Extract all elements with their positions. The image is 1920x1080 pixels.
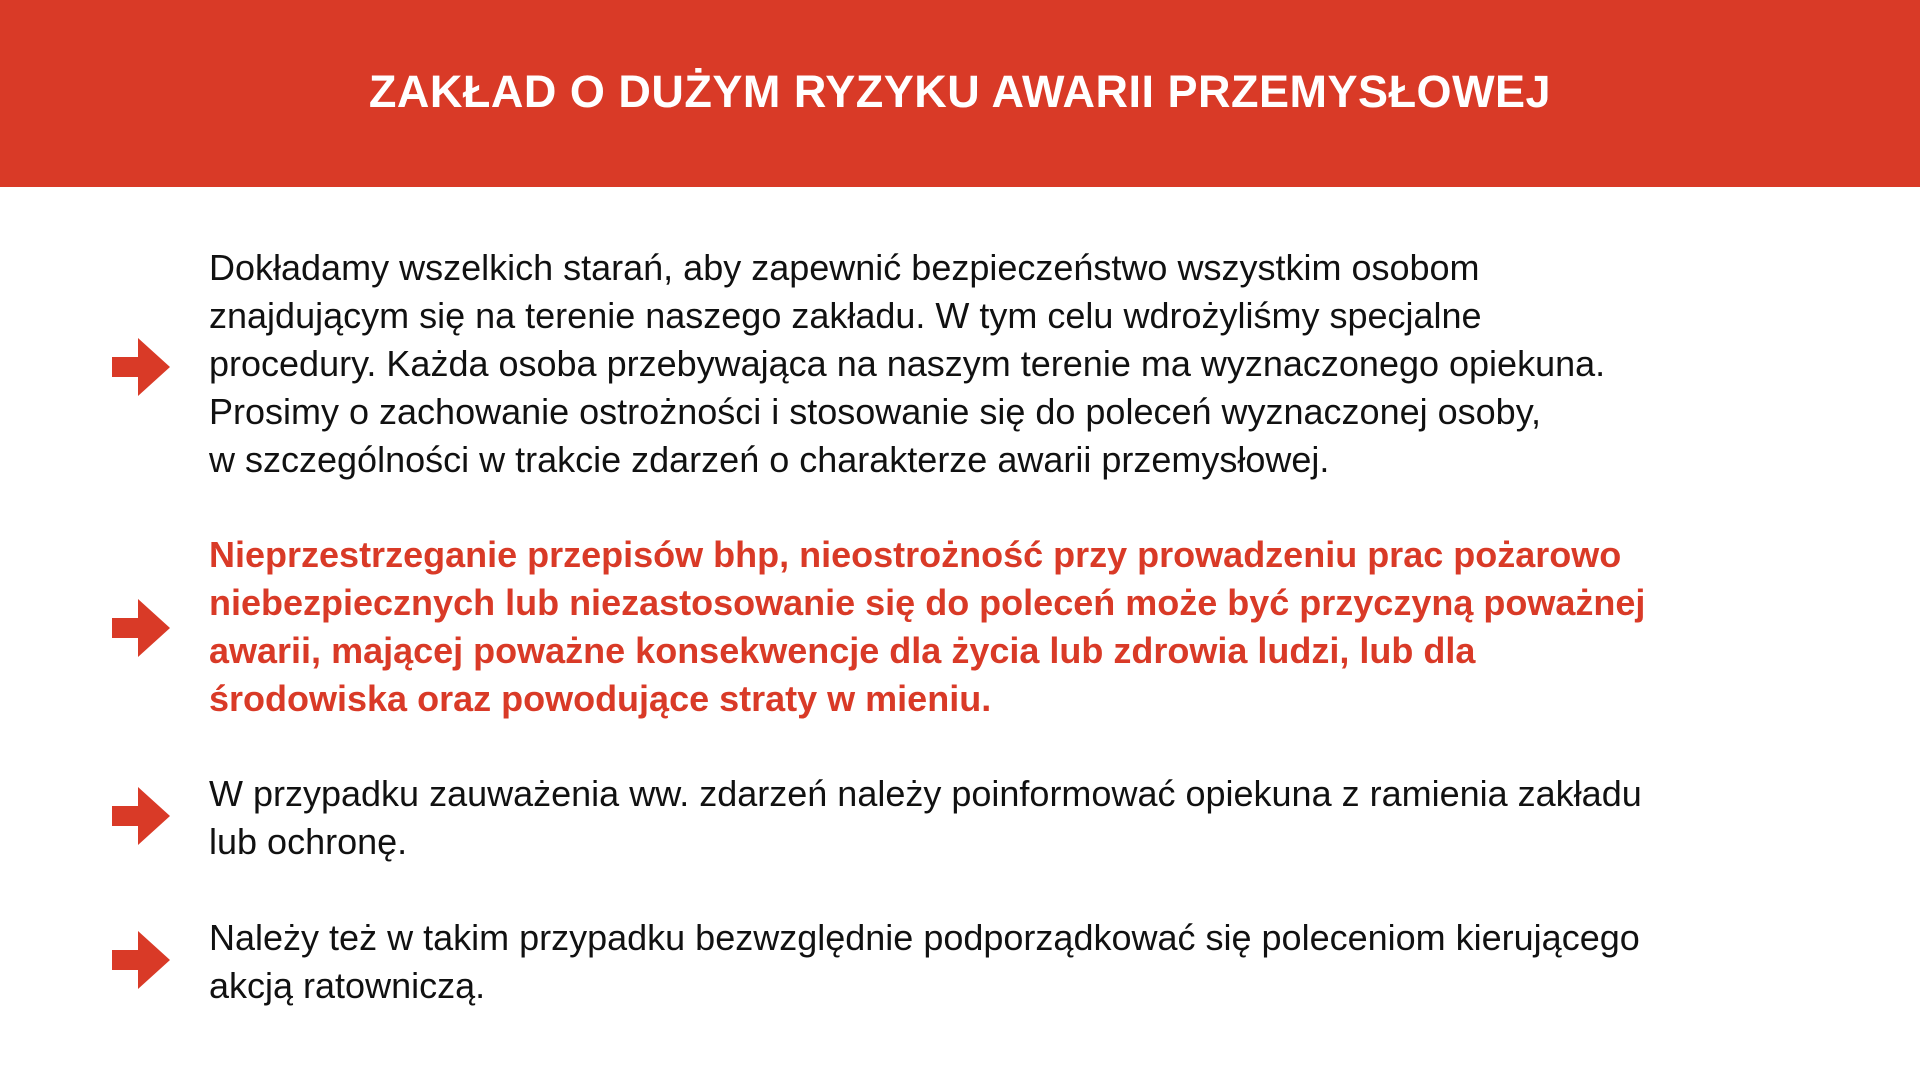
text-line: niebezpiecznych lub niezastosowanie się do poleceń może być przyczyną poważnej — [209, 582, 1646, 623]
warning-text — [209, 531, 1829, 723]
text-line: Nieprzestrzeganie przepisów bhp, nieostrożność przy prowadzeniu prac pożarowo — [209, 534, 1622, 575]
text-line: awarii, mającej poważne konsekwencje dla życia lub zdrowia ludzi, lub dla — [209, 630, 1476, 671]
text-line: Prosimy o zachowanie ostrożności i stosowanie się do poleceń wyznaczonej osoby, — [209, 391, 1542, 432]
text-line: Dokładamy wszelkich starań, aby zapewnić bezpieczeństwo wszystkim osobom — [209, 247, 1480, 288]
text-line: lub ochronę. — [209, 821, 408, 862]
arrow-right-icon — [112, 931, 170, 989]
text-line: procedury. Każda osoba przebywająca na naszym terenie ma wyznaczonego opiekuna. — [209, 343, 1606, 384]
text-line: środowiska oraz powodujące straty w mieniu. — [209, 678, 992, 719]
arrow-right-icon — [112, 787, 170, 845]
bullet-text — [209, 914, 1829, 1010]
text-line: znajdującym się na terenie naszego zakładu. W tym celu wdrożyliśmy specjalne — [209, 295, 1482, 336]
text-line: w szczególności w trakcie zdarzeń o charakterze awarii przemysłowej. — [209, 439, 1330, 480]
bullet-text — [209, 244, 1829, 484]
text-line: W przypadku zauważenia ww. zdarzeń należy poinformować opiekuna z ramienia zakładu — [209, 773, 1642, 814]
bullet-text — [209, 770, 1829, 866]
arrow-right-icon — [112, 599, 170, 657]
header-banner — [0, 0, 1920, 187]
page-title: ZAKŁAD O DUŻYM RYZYKU AWARII PRZEMYSŁOWEJ — [368, 65, 1552, 117]
text-line: akcją ratowniczą. — [209, 965, 486, 1006]
arrow-right-icon — [112, 338, 170, 396]
text-line: Należy też w takim przypadku bezwzględnie podporządkować się poleceniom kierującego — [209, 917, 1640, 958]
